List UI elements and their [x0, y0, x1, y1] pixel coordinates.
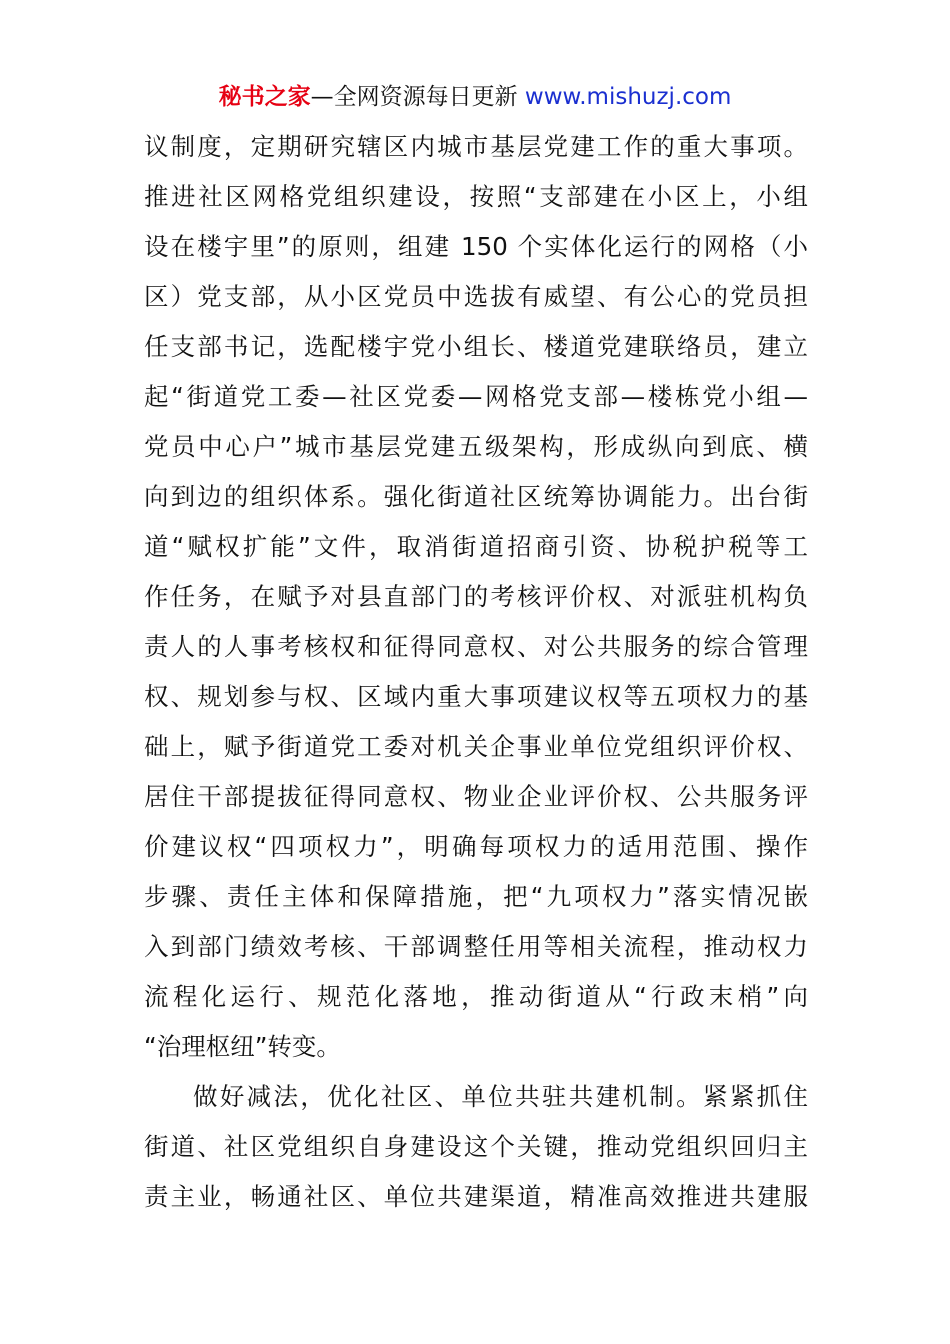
site-url-link[interactable]: www.mishuzj.com	[524, 84, 732, 110]
paragraph-2	[144, 1072, 808, 1222]
site-header	[0, 82, 950, 112]
text-line: 作任务，在赋予对县直部门的考核评价权、对派驻机构负	[144, 582, 808, 611]
paragraph-1	[144, 122, 808, 1072]
text-line: 道“赋权扩能”文件，取消街道招商引资、协税护税等工	[144, 532, 808, 561]
text-line: 权、规划参与权、区域内重大事项建议权等五项权力的基	[144, 682, 808, 711]
document-body	[144, 122, 808, 1222]
text-line: 价建议权“四项权力”，明确每项权力的适用范围、操作	[144, 832, 808, 861]
text-line: 街道、社区党组织自身建设这个关键，推动党组织回归主	[144, 1132, 808, 1161]
text-line: “治理枢纽”转变。	[144, 1032, 341, 1061]
text-line: 区）党支部，从小区党员中选拔有威望、有公心的党员担	[144, 282, 808, 311]
text-line: 推进社区网格党组织建设，按照“支部建在小区上，小组	[144, 182, 808, 211]
text-line: 入到部门绩效考核、干部调整任用等相关流程，推动权力	[144, 932, 808, 961]
header-tagline: —全网资源每日更新	[310, 84, 525, 110]
text-line: 流程化运行、规范化落地，推动街道从“行政末梢”向	[144, 982, 808, 1011]
text-line: 础上，赋予街道党工委对机关企事业单位党组织评价权、	[144, 732, 808, 761]
text-line: 责主业，畅通社区、单位共建渠道，精准高效推进共建服	[144, 1182, 808, 1211]
text-line: 向到边的组织体系。强化街道社区统筹协调能力。出台街	[144, 482, 808, 511]
text-line: 居住干部提拔征得同意权、物业企业评价权、公共服务评	[144, 782, 808, 811]
text-line: 责人的人事考核权和征得同意权、对公共服务的综合管理	[144, 632, 808, 661]
text-line: 党员中心户”城市基层党建五级架构，形成纵向到底、横	[144, 432, 808, 461]
text-line: 议制度，定期研究辖区内城市基层党建工作的重大事项。	[144, 132, 808, 161]
text-line: 做好减法，优化社区、单位共驻共建机制。紧紧抓住	[193, 1082, 808, 1111]
brand-name: 秘书之家	[218, 84, 311, 110]
text-line: 任支部书记，选配楼宇党小组长、楼道党建联络员，建立	[144, 332, 808, 361]
text-line: 起“街道党工委—社区党委—网格党支部—楼栋党小组—	[144, 382, 808, 411]
text-line: 设在楼宇里”的原则，组建 150 个实体化运行的网格（小	[144, 232, 808, 261]
text-line: 步骤、责任主体和保障措施，把“九项权力”落实情况嵌	[144, 882, 808, 911]
